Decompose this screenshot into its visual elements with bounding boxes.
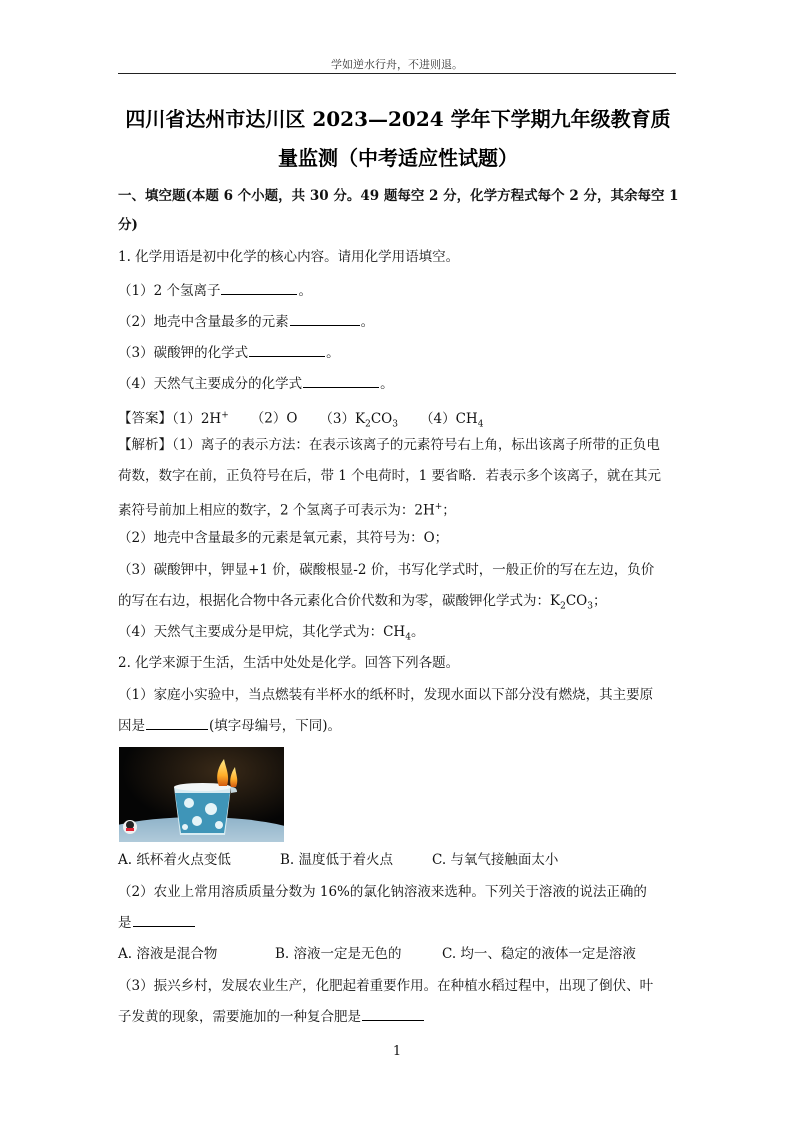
- answer-3-subscript: 2: [365, 419, 371, 430]
- q1-sub1-period: 。: [298, 283, 312, 299]
- analysis-line2: 荷数，数字在前，正负符号在后，带 1 个电荷时，1 要省略．若表示多个该离子，就在其元: [118, 468, 662, 484]
- option-b: B. 温度低于着火点: [280, 852, 394, 868]
- q1-sub4: [118, 375, 678, 393]
- analysis-text: 的写在右边，根据化合物中各元素化合价代数和为零，碳酸钾化学式为：K: [118, 593, 561, 609]
- page-number: 1: [392, 1044, 402, 1059]
- analysis-label: 【解析】: [118, 437, 172, 453]
- analysis-text: （1）离子的表示方法：在表示该离子的元素符号右上角，标出该离子所带的正负电: [172, 437, 660, 453]
- q1-sub1-text: （1）2 个氢离子: [118, 283, 221, 299]
- analysis-text: 素符号前加上相应的数字，2 个氢离子可表示为：2H: [118, 502, 435, 519]
- answer-blank: [303, 375, 379, 388]
- answer-2: （2）O: [250, 410, 298, 427]
- q1-sub1: [118, 282, 678, 300]
- option-c: C. 与氧气接触面太小: [432, 852, 559, 868]
- burning-paper-cup-photo: [119, 747, 284, 842]
- q2-sub1-text: 因是: [118, 718, 145, 734]
- option-c: C. 均一、稳定的液体一定是溶液: [442, 946, 636, 962]
- analysis-text: ；: [592, 593, 607, 609]
- q2-sub2-line1: （2）农业上常用溶质质量分数为 16%的氯化钠溶液来选种。下列关于溶液的说法正确的: [118, 884, 647, 900]
- section-heading-line2: 分): [118, 217, 138, 233]
- q1-sub4-text: （4）天然气主要成分的化学式: [118, 376, 303, 392]
- q2-sub1-options: [118, 851, 678, 869]
- answer-4-subscript: 4: [477, 419, 484, 430]
- q1-sub2: [118, 313, 678, 331]
- q2-sub3-line1: （3）振兴乡村，发展农业生产，化肥起着重要作用。在种植水稻过程中，出现了倒伏、叶: [118, 978, 654, 994]
- analysis-line5: （3）碳酸钾中，钾显+1 价，碳酸根显-2 价，书写化学式时，一般正价的写在左边，负价: [118, 562, 655, 578]
- answer-3-text: （3）K: [319, 410, 366, 427]
- analysis-line3: [118, 498, 678, 520]
- analysis-superscript: +: [434, 502, 443, 512]
- answer-1-charge: +: [221, 410, 229, 420]
- answer-blank: [146, 717, 208, 730]
- q2-sub2-options: [118, 945, 678, 963]
- option-a: A. 纸杯着火点变低: [118, 852, 231, 868]
- answer-blank: [362, 1008, 424, 1021]
- analysis-text: ；: [442, 502, 456, 519]
- answer-blank: [290, 313, 360, 326]
- analysis-subscript: 3: [587, 601, 593, 612]
- analysis-line1: [118, 436, 678, 454]
- answer-3-subscript: 3: [392, 419, 398, 430]
- exam-title-line2: 量监测（中考适应性试题）: [278, 146, 518, 170]
- answer-label: 【答案】: [118, 410, 172, 427]
- q1-answer: [118, 406, 678, 433]
- analysis-line4: （2）地壳中含量最多的元素是氧元素，其符号为：O；: [118, 530, 449, 546]
- answer-1-text: （1）2H: [172, 410, 222, 427]
- q1-sub3-text: （3）碳酸钾的化学式: [118, 345, 249, 361]
- q1-sub2-period: 。: [360, 314, 375, 330]
- answer-blank: [249, 344, 325, 357]
- header-rule: [118, 73, 676, 74]
- analysis-subscript: 2: [560, 601, 566, 612]
- option-a: A. 溶液是混合物: [118, 946, 218, 962]
- analysis-line7: [118, 623, 678, 647]
- exam-title-line1: 四川省达州市达川区 2023—2024 学年下学期九年级教育质: [125, 107, 671, 131]
- q2-sub1-line2: [118, 717, 678, 735]
- answer-blank: [221, 282, 297, 295]
- answer-3-text-mid: CO: [370, 410, 393, 427]
- q2-sub2-line2: [118, 914, 678, 932]
- analysis-subscript: 4: [405, 632, 411, 643]
- header-motto: 学如逆水行舟，不进则退。: [331, 58, 463, 71]
- q2-sub3-text: 子发黄的现象，需要施加的一种复合肥是: [118, 1009, 361, 1025]
- analysis-line6: [118, 592, 678, 616]
- q1-sub2-text: （2）地壳中含量最多的元素: [118, 314, 289, 330]
- answer-3: [319, 410, 398, 430]
- q2-stem: 2. 化学来源于生活，生活中处处是化学。回答下列各题。: [118, 655, 460, 671]
- analysis-text: CO: [565, 593, 588, 609]
- section-heading-line1: 一、填空题(本题 6 个小题，共 30 分。49 题每空 2 分，化学方程式每个 2 分，其余每空 1: [118, 188, 679, 204]
- q2-sub1-text: (填字母编号，下同)。: [209, 718, 342, 734]
- q2-sub3-line2: [118, 1008, 678, 1026]
- answer-blank: [133, 914, 195, 927]
- analysis-text: 。: [410, 624, 425, 640]
- q1-sub3-period: 。: [326, 345, 340, 361]
- q1-stem: 1. 化学用语是初中化学的核心内容。请用化学用语填空。: [118, 249, 460, 265]
- answer-4: [419, 410, 484, 430]
- analysis-text: （4）天然气主要成分是甲烷，其化学式为：CH: [118, 624, 406, 640]
- q2-sub1-line1: （1）家庭小实验中，当点燃装有半杯水的纸杯时，发现水面以下部分没有燃烧，其主要原: [118, 687, 654, 703]
- answer-4-text: （4）CH: [419, 410, 478, 427]
- q1-sub3: [118, 344, 678, 362]
- answer-1: [172, 411, 229, 427]
- q2-sub2-text: 是: [118, 915, 132, 931]
- option-b: B. 溶液一定是无色的: [275, 946, 402, 962]
- q1-sub4-period: 。: [380, 376, 394, 392]
